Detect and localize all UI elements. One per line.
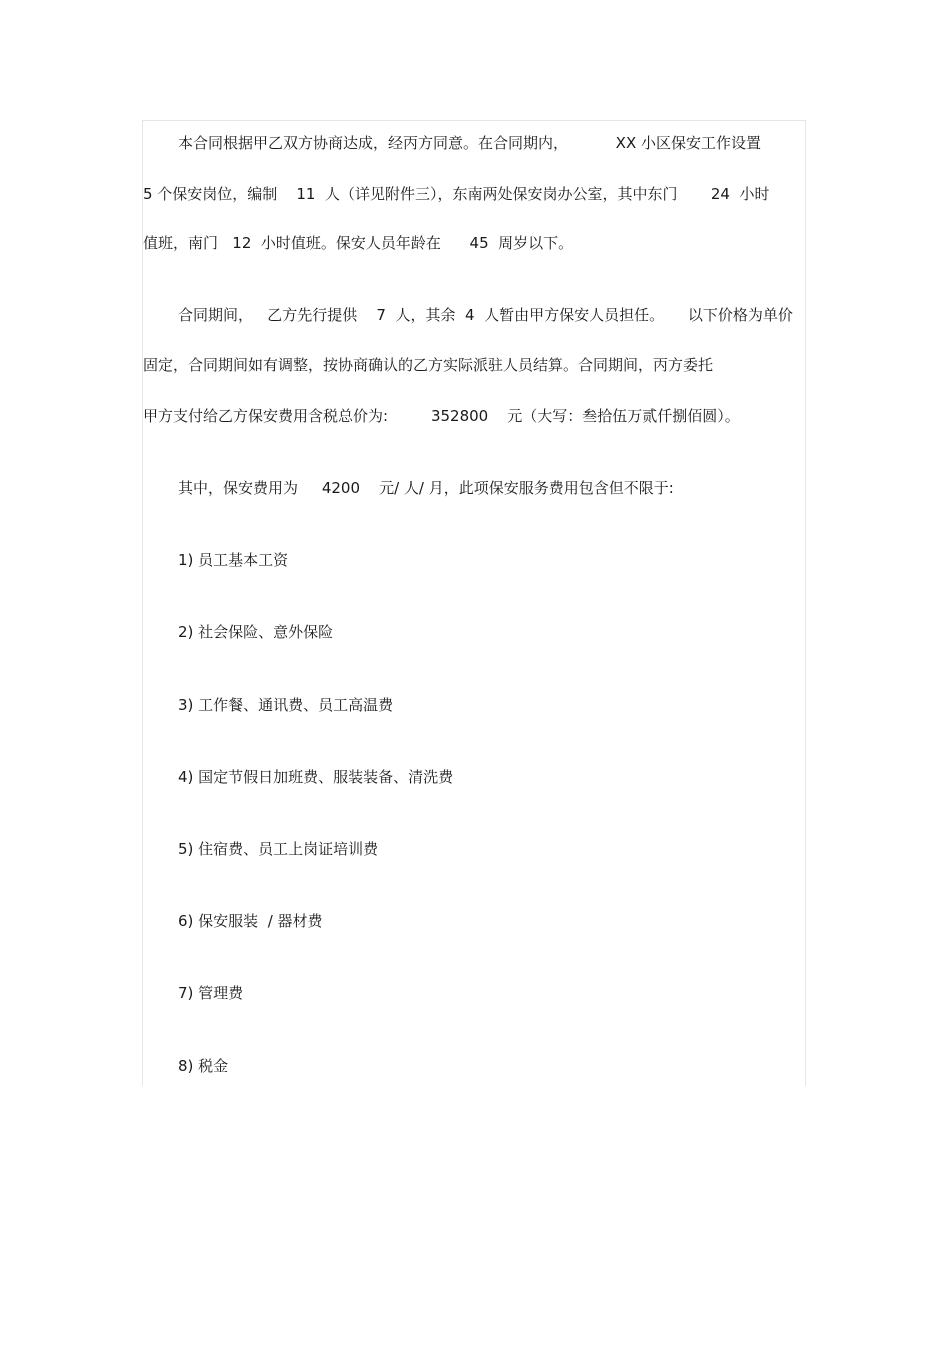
paragraph-3-line-1: 其中，保安费用为 4200 元/ 人/ 月，此项保安服务费用包含但不限于: [178, 479, 674, 497]
list-item: 2) 社会保险、意外保险 [178, 623, 334, 641]
paragraph-1-line-2: 5 个保安岗位，编制 11 人（详见附件三），东南两处保安岗办公室，其中东门 24 小时 [143, 185, 770, 203]
list-item: 3) 工作餐、通讯费、员工高温费 [178, 696, 394, 714]
paragraph-1-line-3: 值班，南门 12 小时值班。保安人员年龄在 45 周岁以下。 [143, 234, 574, 252]
list-item: 5) 住宿费、员工上岗证培训费 [178, 840, 379, 858]
list-item: 1) 员工基本工资 [178, 551, 289, 569]
list-item: 4) 国定节假日加班费、服装装备、清洗费 [178, 768, 454, 786]
list-item: 6) 保安服装 / 器材费 [178, 912, 323, 930]
document-page [142, 120, 806, 1086]
paragraph-2-line-2: 固定，合同期间如有调整，按协商确认的乙方实际派驻人员结算。合同期间，丙方委托 [143, 356, 714, 374]
list-item: 7) 管理费 [178, 984, 244, 1002]
paragraph-2-line-1: 合同期间， 乙方先行提供 7 人，其余 4 人暂由甲方保安人员担任。 以下价格为单价 [178, 306, 793, 324]
paragraph-1-line-1: 本合同根据甲乙双方协商达成，经丙方同意。在合同期内， XX 小区保安工作设置 [178, 134, 762, 152]
paragraph-2-line-3: 甲方支付给乙方保安费用含税总价为: 352800 元（大写：叁拾伍万贰仟捌佰圆）。 [143, 407, 740, 425]
list-item: 8) 税金 [178, 1057, 229, 1075]
